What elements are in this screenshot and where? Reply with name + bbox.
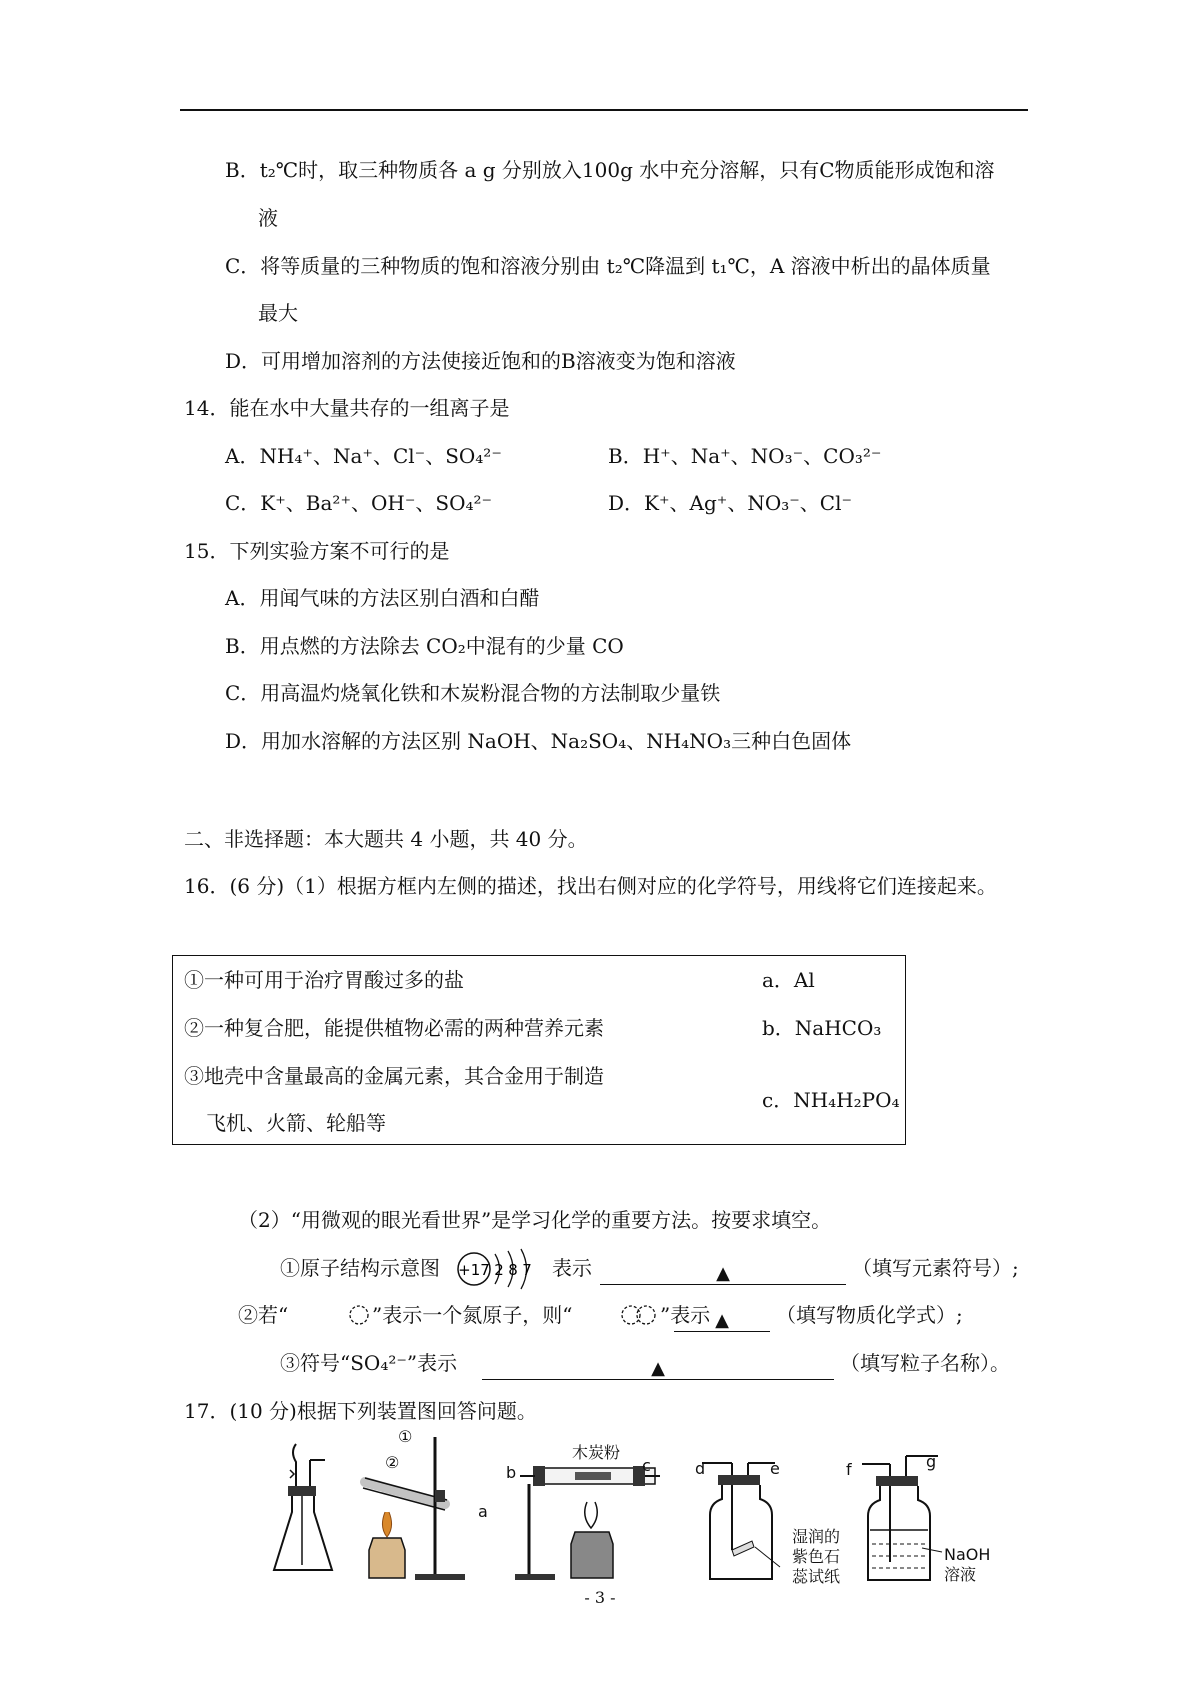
label-litmus-2: 紫色石 <box>792 1547 841 1566</box>
match-left-1: ①一种可用于治疗胃酸过多的盐 <box>184 968 464 992</box>
match-left-3b: 飞机、火箭、轮船等 <box>206 1111 386 1135</box>
match-right-a: a．Al <box>762 968 815 992</box>
label-g: g <box>926 1452 937 1471</box>
label-circle-1: ① <box>398 1427 413 1446</box>
q16-sub1-hint: （填写元素符号）; <box>852 1256 1019 1280</box>
page-number: - 3 - <box>584 1588 616 1607</box>
q16-sub1-post: 表示 <box>552 1256 592 1280</box>
q13-option-b-line1: B．t₂℃时，取三种物质各 a g 分别放入100g 水中充分溶解，只有C物质能形成饱和溶 <box>225 158 995 182</box>
apparatus-conical-flask <box>270 1440 340 1580</box>
nitrogen-atom-symbol <box>348 1304 370 1326</box>
q13-option-b-line2: 液 <box>258 206 278 230</box>
q16-sub2-mid1: ”表示一个氮原子，则“ <box>372 1303 573 1327</box>
answer-blank-1[interactable]: ▲ <box>600 1262 846 1285</box>
q13-option-c-line1: C．将等质量的三种物质的饱和溶液分别由 t₂℃降温到 t₁℃，A 溶液中析出的晶体质量 <box>225 254 991 278</box>
q15-option-a: A．用闻气味的方法区别白酒和白醋 <box>225 586 540 610</box>
q16-sub3-prefix: ③符号“SO₄²⁻”表示 <box>280 1351 458 1375</box>
q16-stem: 16．(6 分)（1）根据方框内左侧的描述，找出右侧对应的化学符号，用线将它们连接起来。 <box>184 874 997 898</box>
match-right-b: b．NaHCO₃ <box>762 1016 882 1040</box>
q14-option-a: A．NH₄⁺、Na⁺、Cl⁻、SO₄²⁻ <box>225 444 502 468</box>
match-left-2: ②一种复合肥，能提供植物必需的两种营养元素 <box>184 1016 604 1040</box>
label-a: a <box>478 1502 488 1521</box>
atom-structure-diagram <box>455 1248 545 1290</box>
nitrogen-molecule-symbol <box>620 1304 660 1326</box>
q16-part2-intro: （2）“用微观的眼光看世界”是学习化学的重要方法。按要求填空。 <box>238 1208 832 1232</box>
label-litmus-3: 蕊试纸 <box>792 1567 841 1586</box>
match-right-c: c．NH₄H₂PO₄ <box>762 1088 900 1112</box>
q13-option-c-line2: 最大 <box>258 301 298 325</box>
label-c: c <box>642 1456 651 1475</box>
label-circle-2: ② <box>385 1453 400 1472</box>
label-e: e <box>770 1459 780 1478</box>
q15-stem: 15．下列实验方案不可行的是 <box>184 539 450 563</box>
label-f: f <box>846 1460 852 1479</box>
label-naoh-2: 溶液 <box>944 1565 977 1584</box>
answer-blank-2[interactable]: ▲ <box>674 1309 770 1332</box>
apparatus-gas-bottle-naoh <box>860 1452 950 1584</box>
atom-shell-3-electrons: 7 <box>522 1261 532 1279</box>
q15-option-d: D．用加水溶解的方法区别 NaOH、Na₂SO₄、NH₄NO₃三种白色固体 <box>225 729 852 753</box>
label-litmus-1: 湿润的 <box>792 1527 841 1546</box>
q14-option-b: B．H⁺、Na⁺、NO₃⁻、CO₃²⁻ <box>608 444 882 468</box>
q16-sub2-prefix: ②若“ <box>238 1303 289 1327</box>
match-left-3a: ③地壳中含量最高的金属元素，其合金用于制造 <box>184 1064 604 1088</box>
label-naoh-1: NaOH <box>944 1545 991 1564</box>
label-charcoal-powder: 木炭粉 <box>572 1443 621 1462</box>
apparatus-heating-test-tube <box>355 1432 485 1582</box>
q17-stem: 17．(10 分)根据下列装置图回答问题。 <box>184 1399 537 1423</box>
q16-sub3-hint: （填写粒子名称）。 <box>840 1351 1010 1375</box>
atom-shell-1-electrons: 2 <box>494 1261 504 1279</box>
q13-option-d: D．可用增加溶剂的方法使接近饱和的B溶液变为饱和溶液 <box>225 349 736 373</box>
q16-sub2-mid2: ”表示 <box>660 1303 711 1327</box>
q16-sub1-prefix: ①原子结构示意图 <box>280 1256 440 1280</box>
q15-option-b: B．用点燃的方法除去 CO₂中混有的少量 CO <box>225 634 624 658</box>
atom-nucleus-label: +17 <box>458 1261 490 1279</box>
label-d: d <box>695 1459 706 1478</box>
atom-shell-2-electrons: 8 <box>508 1261 518 1279</box>
label-b: b <box>506 1463 517 1482</box>
q15-option-c: C．用高温灼烧氧化铁和木炭粉混合物的方法制取少量铁 <box>225 681 721 705</box>
header-rule <box>180 109 1028 111</box>
q14-stem: 14．能在水中大量共存的一组离子是 <box>184 396 510 420</box>
q14-option-c: C．K⁺、Ba²⁺、OH⁻、SO₄²⁻ <box>225 491 493 515</box>
q16-sub2-hint: （填写物质化学式）; <box>776 1303 963 1327</box>
section-2-heading: 二、非选择题：本大题共 4 小题，共 40 分。 <box>184 827 588 851</box>
q14-option-d: D．K⁺、Ag⁺、NO₃⁻、Cl⁻ <box>608 491 853 515</box>
apparatus-combustion-tube <box>505 1452 665 1582</box>
answer-blank-3[interactable]: ▲ <box>482 1357 834 1380</box>
